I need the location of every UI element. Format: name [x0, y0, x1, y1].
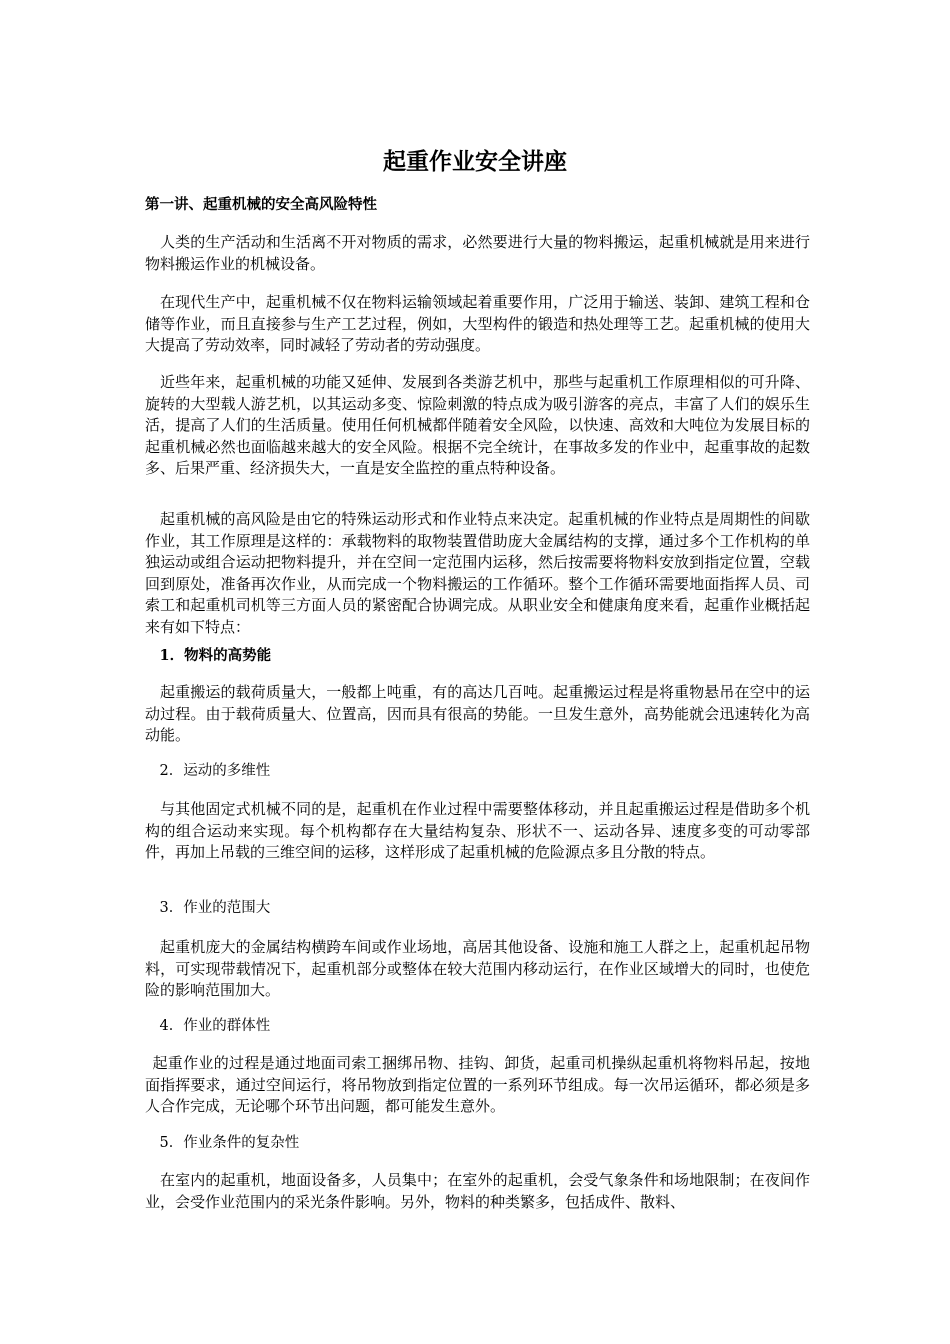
section-heading-2: 2．运动的多维性 [159, 763, 271, 779]
paragraph-1: 人类的生产活动和生活离不开对物质的需求，必然要进行大量的物料搬运，起重机械就是用来进行物料搬运作业的机械设备。 [145, 233, 810, 273]
section-body-1: 起重搬运的载荷质量大，一般都上吨重，有的高达几百吨。起重搬运过程是将重物悬吊在空中的运动过程。由于载荷质量大、位置高，因而具有很高的势能。一旦发生意外，高势能就会迅速转化为高动能。 [145, 683, 810, 744]
document-title: 起重作业安全讲座 [383, 148, 567, 175]
section-body-5: 在室内的起重机，地面设备多，人员集中；在室外的起重机，会受气象条件和场地限制；在夜间作业，会受作业范围内的采光条件影响。另外，物料的种类繁多，包括成件、散料、 [145, 1171, 810, 1211]
section-heading-4: 4．作业的群体性 [159, 1018, 271, 1034]
section-body-4: 起重作业的过程是通过地面司索工捆绑吊物、挂钩、卸货，起重司机操纵起重机将物料吊起，按地面指挥要求，通过空间运行，将吊物放到指定位置的一系列环节组成。每一次吊运循环，都必须是多人合作完成，无论哪个环节出问题，都可能发生意外。 [145, 1054, 810, 1115]
lecture-heading: 第一讲、起重机械的安全高风险特性 [145, 196, 377, 213]
section-heading-5: 5．作业条件的复杂性 [159, 1135, 300, 1151]
section-heading-1: 1．物料的高势能 [159, 647, 272, 664]
section-body-2: 与其他固定式机械不同的是，起重机在作业过程中需要整体移动，并且起重搬运过程是借助多个机构的组合运动来实现。每个机构都存在大量结构复杂、形状不一、运动各异、速度多变的可动零部件，再加上吊载的三维空间的运移，这样形成了起重机械的危险源点多且分散的特点。 [145, 800, 810, 861]
section-body-3: 起重机庞大的金属结构横跨车间或作业场地，高居其他设备、设施和施工人群之上，起重机起吊物料，可实现带载情况下，起重机部分或整体在较大范围内移动运行，在作业区域增大的同时，也使危险的影响范围加大。 [145, 938, 810, 999]
paragraph-4: 起重机械的高风险是由它的特殊运动形式和作业特点来决定。起重机械的作业特点是周期性的间歇作业，其工作原理是这样的：承载物料的取物装置借助庞大金属结构的支撑，通过多个工作机构的单独运动或组合运动把物料提升，并在空间一定范围内运移，然后按需要将物料安放到指定位置，空载回到原处，准备再次作业，从而完成一个物料搬运的工作循环。整个工作循环需要地面指挥人员、司索工和起重机司机等三方面人员的紧密配合协调完成。从职业安全和健康角度来看，起重作业概括起来有如下特点： [145, 510, 810, 636]
section-heading-3: 3．作业的范围大 [159, 900, 271, 916]
paragraph-3: 近些年来，起重机械的功能又延伸、发展到各类游艺机中，那些与起重机工作原理相似的可升降、旋转的大型载人游艺机，以其运动多变、惊险刺激的特点成为吸引游客的亮点，丰富了人们的娱乐生活，提高了人们的生活质量。使用任何机械都伴随着安全风险，以快速、高效和大吨位为发展目标的起重机械必然也面临越来越大的安全风险。根据不完全统计，在事故多发的作业中，起重事故的起数多、后果严重、经济损失大，一直是安全监控的重点特种设备。 [145, 373, 810, 477]
paragraph-2: 在现代生产中，起重机械不仅在物料运输领域起着重要作用，广泛用于输送、装卸、建筑工程和仓储等作业，而且直接参与生产工艺过程，例如，大型构件的锻造和热处理等工艺。起重机械的使用大大提高了劳动效率，同时减轻了劳动者的劳动强度。 [145, 293, 810, 354]
